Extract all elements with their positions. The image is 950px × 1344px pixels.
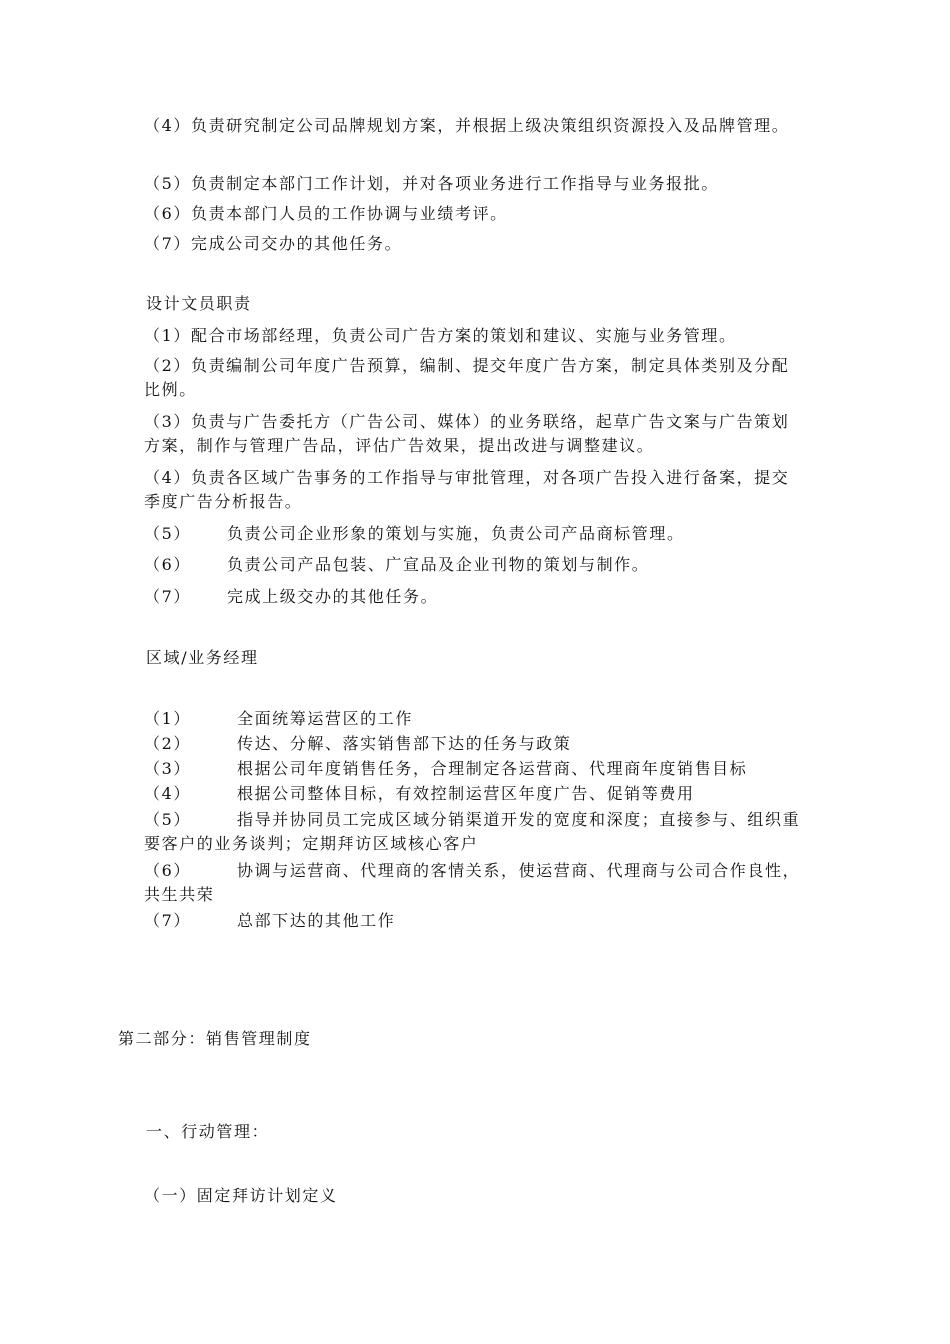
item-number: （5） xyxy=(144,524,191,543)
item-text: 负责本部门人员的工作协调与业绩考评。 xyxy=(190,204,508,223)
duty-item xyxy=(144,232,402,256)
item-number: （4） xyxy=(144,468,191,487)
item-text: 负责与广告委托方（广告公司、媒体）的业务联络，起草广告文案与广告策划方案，制作与管理广告品，评估广告效果，提出改进与调整建议。 xyxy=(144,412,790,455)
item-number: （3） xyxy=(144,759,191,778)
item-text: 传达、分解、落实销售部下达的任务与政策 xyxy=(236,734,572,753)
duty-item xyxy=(144,732,571,756)
item-text: 指导并协同员工完成区域分销渠道开发的宽度和深度；直接参与、组织重要客户的业务谈判；定期拜访区域核心客户 xyxy=(144,810,801,853)
section-title: 一、行动管理： xyxy=(146,1122,270,1141)
item-number: （1） xyxy=(144,326,191,345)
duty-item xyxy=(144,522,685,546)
part-title: 第二部分：销售管理制度 xyxy=(118,1029,312,1048)
item-text: 配合市场部经理，负责公司广告方案的策划和建议、实施与业务管理。 xyxy=(190,326,737,345)
item-text: 总部下达的其他工作 xyxy=(236,911,396,930)
duty-item xyxy=(144,410,804,458)
item-text: 全面统筹运营区的工作 xyxy=(236,709,413,728)
item-text: 完成公司交办的其他任务。 xyxy=(190,234,403,253)
duty-item xyxy=(144,466,804,514)
item-number: （4） xyxy=(144,116,191,135)
subsection-title: （一）固定拜访计划定义 xyxy=(144,1186,338,1205)
item-number: （7） xyxy=(144,587,191,606)
item-text: 负责各区域广告事务的工作指导与审批管理，对各项广告投入进行备案，提交季度广告分析报告。 xyxy=(144,468,790,511)
duty-item xyxy=(144,757,747,781)
duty-item xyxy=(144,354,804,402)
item-number: （2） xyxy=(144,356,191,375)
section-heading: 区域/业务经理 xyxy=(146,648,259,667)
item-text: 协调与运营商、代理商的客情关系，使运营商、代理商与公司合作良性，共生共荣 xyxy=(144,861,801,904)
item-text: 负责编制公司年度广告预算，编制、提交年度广告方案，制定具体类别及分配比例。 xyxy=(144,356,790,399)
item-text: 根据公司年度销售任务，合理制定各运营商、代理商年度销售目标 xyxy=(236,759,748,778)
duty-item xyxy=(144,808,804,856)
item-number: （6） xyxy=(144,555,191,574)
duty-item xyxy=(144,202,508,226)
item-number: （5） xyxy=(144,174,191,193)
item-number: （4） xyxy=(144,784,191,803)
item-number: （6） xyxy=(144,861,191,880)
item-number: （5） xyxy=(144,810,191,829)
item-number: （7） xyxy=(144,234,191,253)
item-text: 负责公司产品包装、广宣品及企业刊物的策划与制作。 xyxy=(226,555,650,574)
duty-item xyxy=(144,172,719,196)
item-text: 负责公司企业形象的策划与实施，负责公司产品商标管理。 xyxy=(226,524,685,543)
duty-item xyxy=(144,859,804,907)
duty-item xyxy=(144,553,649,577)
item-text: 根据公司整体目标，有效控制运营区年度广告、促销等费用 xyxy=(236,784,695,803)
item-text: 完成上级交办的其他任务。 xyxy=(226,587,439,606)
item-text: 负责研究制定公司品牌规划方案，并根据上级决策组织资源投入及品牌管理。 xyxy=(190,116,790,135)
item-number: （7） xyxy=(144,911,191,930)
duty-item xyxy=(144,324,737,348)
item-number: （3） xyxy=(144,412,191,431)
duty-item xyxy=(144,114,804,138)
item-number: （1） xyxy=(144,709,191,728)
item-number: （6） xyxy=(144,204,191,223)
duty-item xyxy=(144,707,413,731)
duty-item xyxy=(144,782,695,806)
item-text: 负责制定本部门工作计划，并对各项业务进行工作指导与业务报批。 xyxy=(190,174,719,193)
section-heading: 设计文员职责 xyxy=(146,294,252,313)
item-number: （2） xyxy=(144,734,191,753)
duty-item xyxy=(144,585,438,609)
duty-item xyxy=(144,909,395,933)
